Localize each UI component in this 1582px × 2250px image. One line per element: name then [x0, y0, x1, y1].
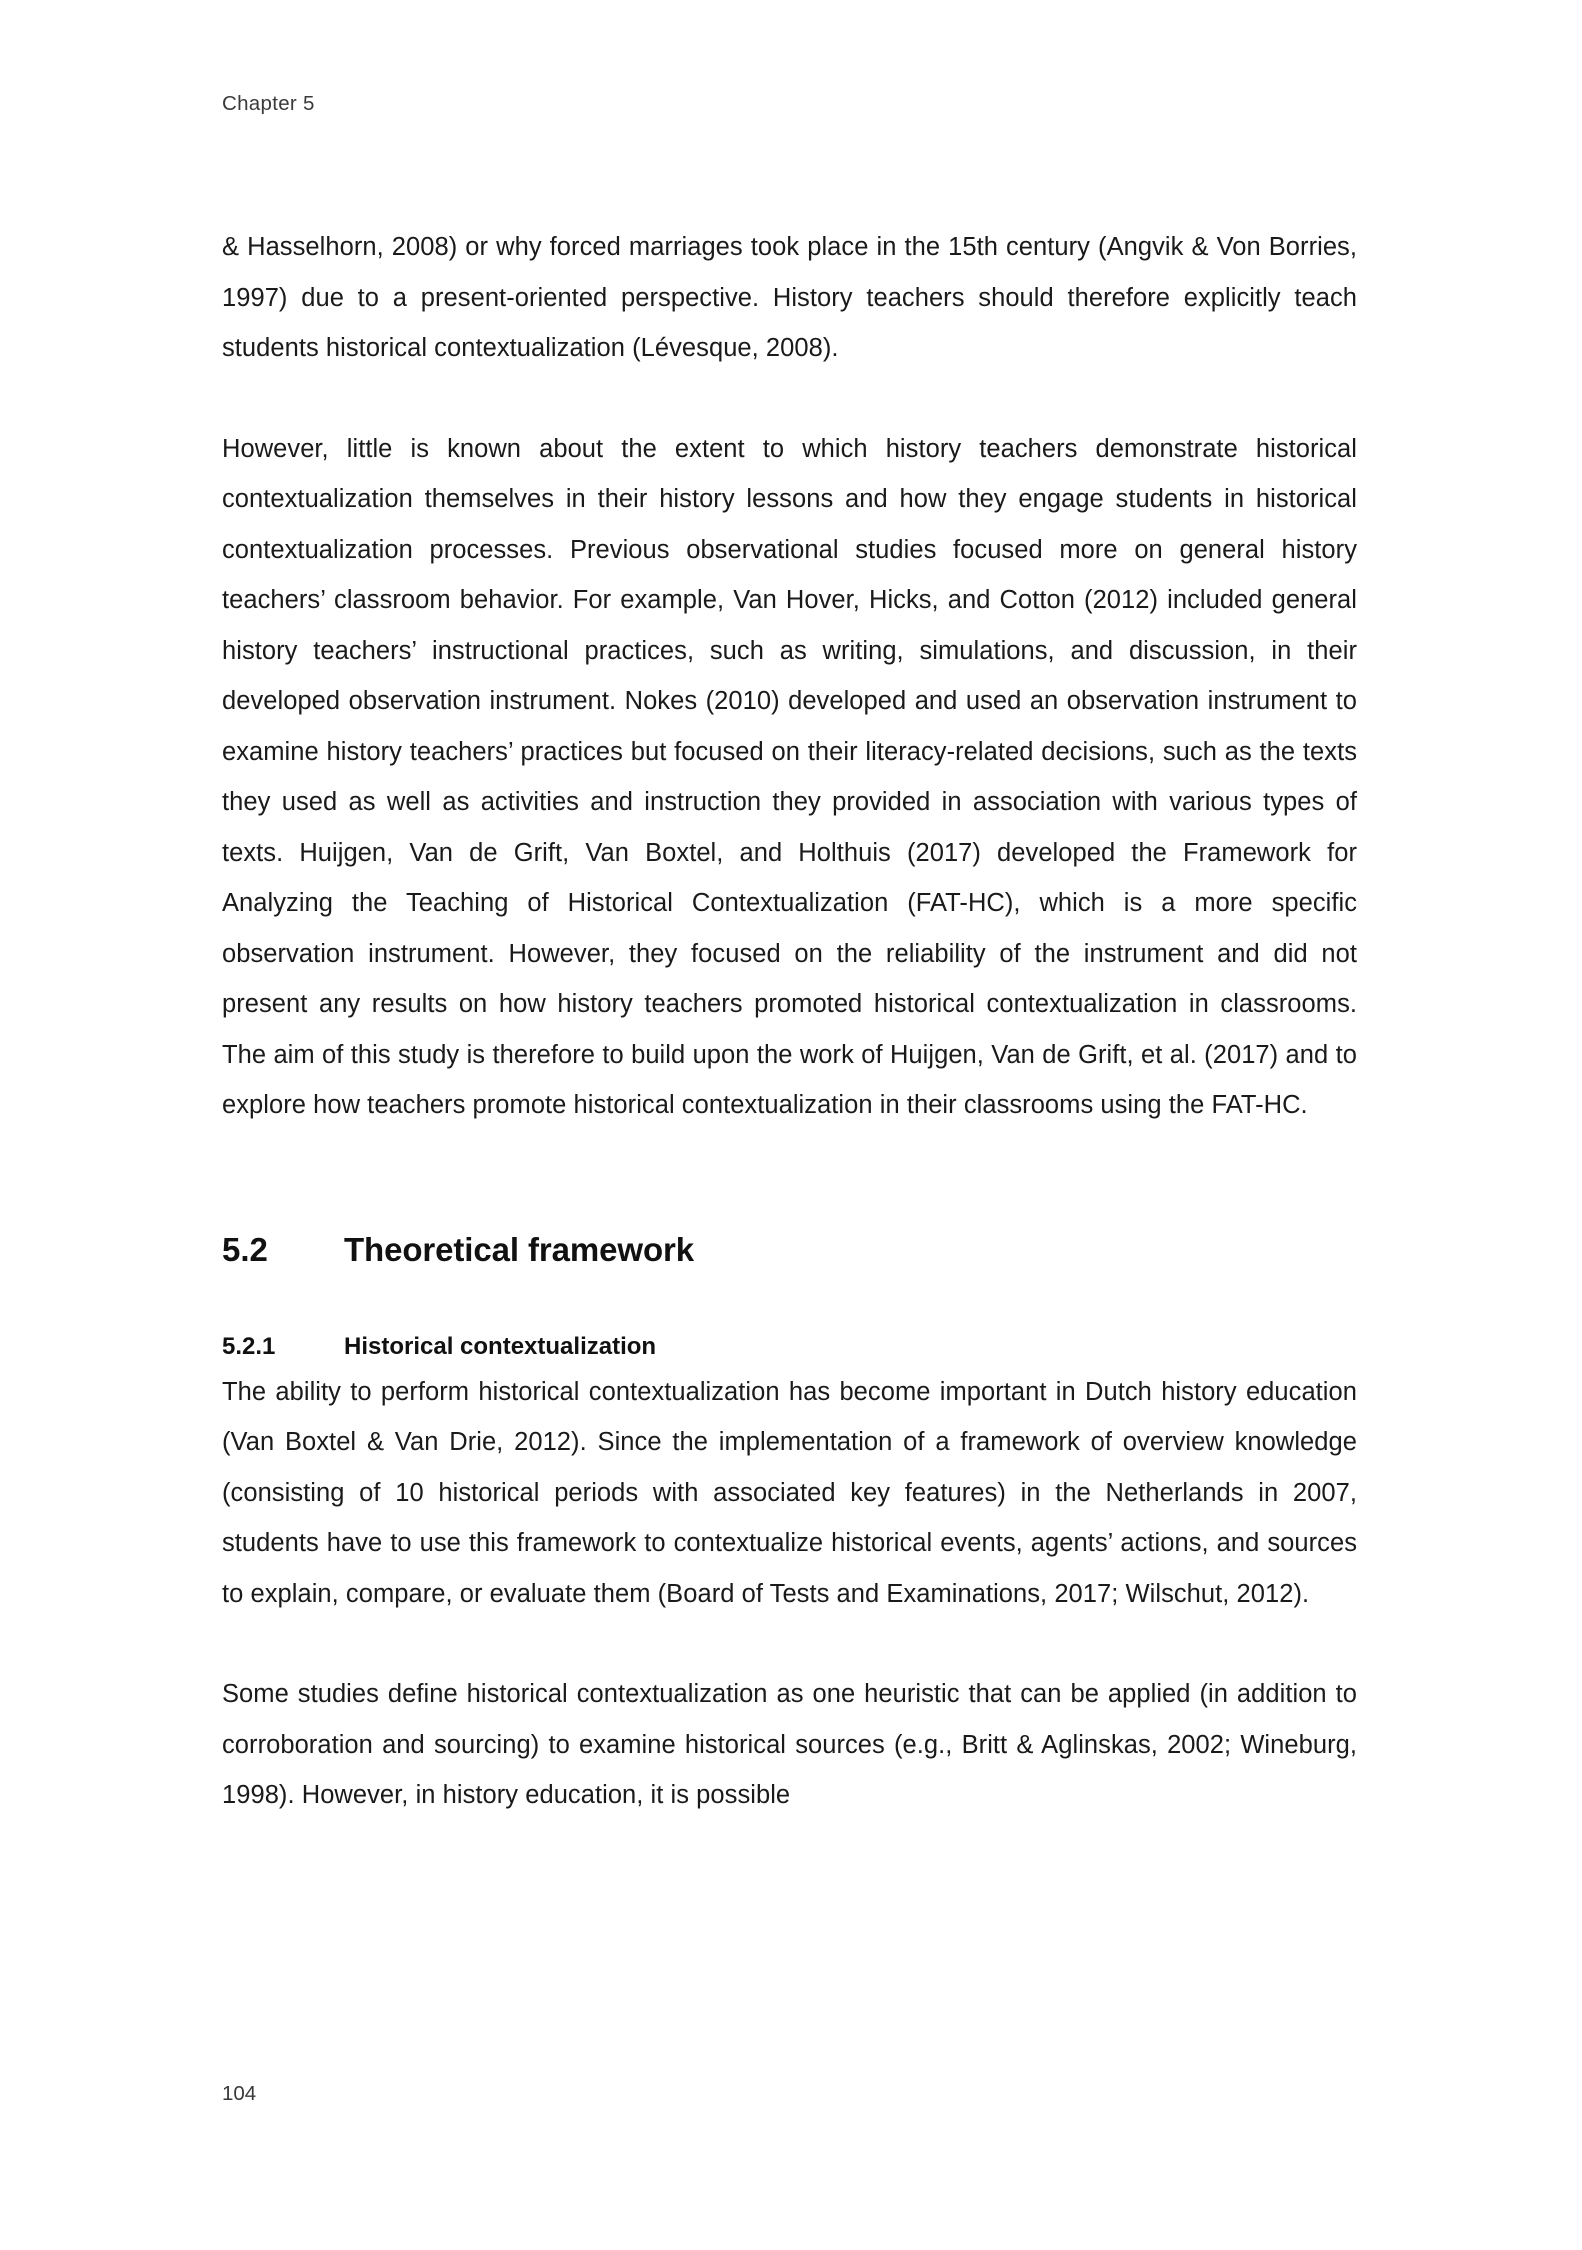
section-number: 5.2	[222, 1230, 268, 1268]
paragraph-2: However, little is known about the extent to which history teachers demonstrate historical contextualization themselves in their history lessons and how they engage students in historical contextualization processes. Previous observational studies focused more on general history teachers’ classroom behavior. For example, Van Hover, Hicks, and Cotton (2012) included general history teachers’ instructional practices, such as writing, simulations, and discussion, in their developed observation instrument. Nokes (2010) developed and used an observation instrument to examine history teachers’ practices but focused on their literacy-related decisions, such as the texts they used as well as activities and instruction they provided in association with various types of texts. Huijgen, Van de Grift, Van Boxtel, and Holthuis (2017) developed the Framework for Analyzing the Teaching of Historical Contextualization (FAT-HC), which is a more specific observation instrument. However, they focused on the reliability of the instrument and did not present any results on how history teachers promoted historical contextualization in classrooms. The aim of this study is therefore to build upon the work of Huijgen, Van de Grift, et al. (2017) and to explore how teachers promote historical contextualization in their classrooms using the FAT-HC.	[222, 434, 1357, 1119]
paragraph-3: The ability to perform historical contextualization has become important in Dutch history education (Van Boxtel & Van Drie, 2012). Since the implementation of a framework of overview knowledge (consisting of 10 historical periods with associated key features) in the Netherlands in 2007, students have to use this framework to contextualize historical events, agents’ actions, and sources to explain, compare, or evaluate them (Board of Tests and Examinations, 2017; Wilschut, 2012).	[222, 1377, 1357, 1608]
paragraph-1: & Hasselhorn, 2008) or why forced marriages took place in the 15th century (Angvik & Von Borries, 1997) due to a present-oriented perspective. History teachers should therefore explicitly teach students historical contextualization (Lévesque, 2008).	[222, 233, 1357, 362]
subsection-number: 5.2.1	[222, 1332, 276, 1360]
section-title: Theoretical framework	[344, 1230, 695, 1268]
paragraph-4: Some studies define historical contextualization as one heuristic that can be applied (in addition to corroboration and sourcing) to examine historical sources (e.g., Britt & Aglinskas, 2002; Wineburg, 1998). However, in history education, it is possible	[222, 1680, 1357, 1809]
subsection-title: Historical contextualization	[344, 1332, 657, 1360]
running-head: Chapter 5	[222, 92, 315, 115]
subsection-heading	[222, 1333, 1357, 1361]
section-heading	[222, 1231, 1357, 1269]
page-content	[222, 222, 1357, 1821]
page-number: 104	[222, 2082, 257, 2105]
